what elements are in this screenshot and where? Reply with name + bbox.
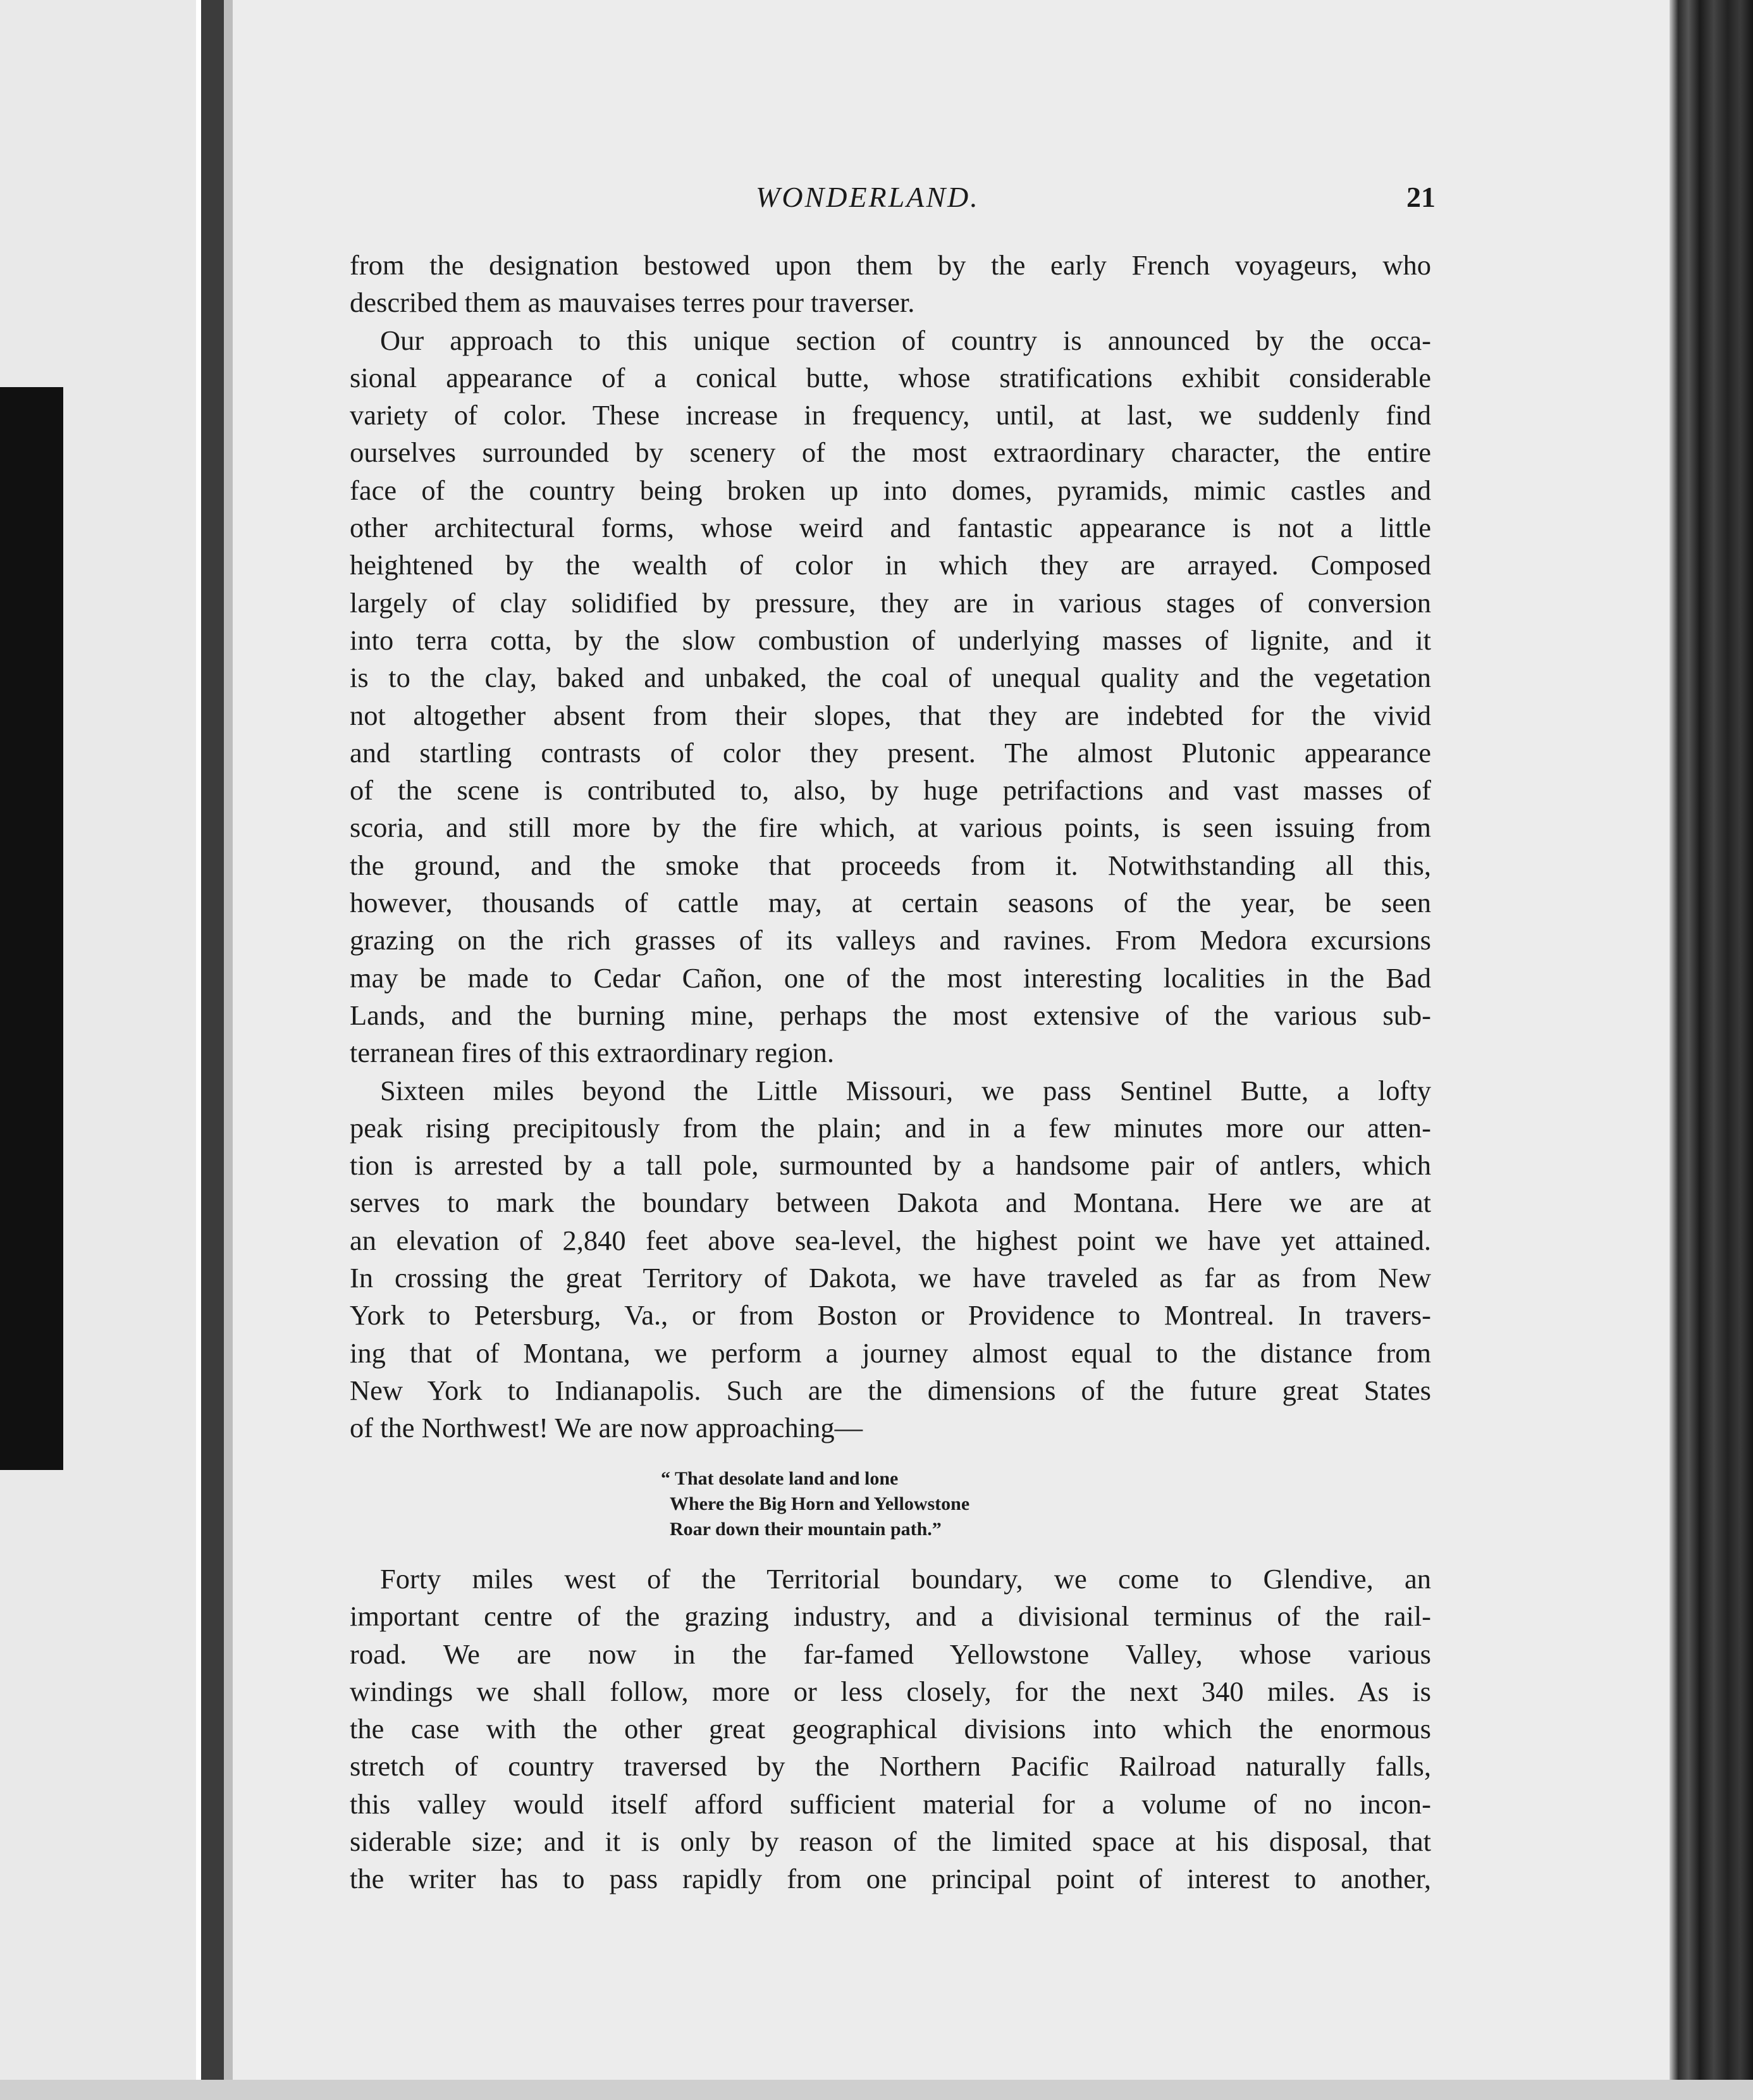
verse-line: “ That desolate land and lone (661, 1468, 899, 1489)
text-line: Forty miles west of the Territorial boundary, we come to Glendive, an (380, 1563, 1431, 1595)
text-line: ourselves surrounded by scenery of the most extraordinary character, the entire (350, 436, 1431, 469)
page-header (756, 180, 1436, 218)
text-line: serves to mark the boundary between Dakota and Montana. Here we are at (350, 1187, 1431, 1219)
text-line: of the scene is contributed to, also, by huge petrifactions and vast masses of (350, 774, 1431, 806)
verse-line: Roar down their mountain path.” (670, 1519, 942, 1540)
text-line: important centre of the grazing industry, and a divisional terminus of the rail- (350, 1600, 1431, 1633)
text-line: of the Northwest! We are now approaching— (350, 1412, 863, 1444)
text-line: and startling contrasts of color they present. The almost Plutonic appearance (350, 736, 1431, 769)
scan-bottom-edge (0, 2080, 1753, 2100)
text-line: from the designation bestowed upon them by the early French voyageurs, who (350, 249, 1431, 281)
body-text-bottom (350, 1560, 1431, 1898)
text-line: stretch of country traversed by the Northern Pacific Railroad naturally falls, (350, 1750, 1431, 1782)
text-line: Sixteen miles beyond the Little Missouri, we pass Sentinel Butte, a lofty (380, 1074, 1431, 1106)
text-line: sional appearance of a conical butte, whose stratifications exhibit considerable (350, 361, 1431, 393)
text-line: scoria, and still more by the fire which, at various points, is seen issuing from (350, 812, 1431, 844)
gutter-shadow (224, 0, 233, 2100)
text-line: not altogether absent from their slopes, that they are indebted for the vivid (350, 699, 1431, 731)
page-stack-edge (1670, 0, 1753, 2100)
verse-quote (661, 1466, 969, 1542)
text-line: ing that of Montana, we perform a journey almost equal to the distance from (350, 1337, 1431, 1369)
text-line: the ground, and the smoke that proceeds from it. Notwithstanding all this, (350, 849, 1431, 881)
text-line: an elevation of 2,840 feet above sea-level, the highest point we have yet attained. (350, 1224, 1431, 1256)
text-line: heightened by the wealth of color in which they are arrayed. Composed (350, 549, 1431, 581)
text-line: however, thousands of cattle may, at certain seasons of the year, be seen (350, 887, 1431, 919)
text-line: largely of clay solidified by pressure, they are in various stages of conversion (350, 586, 1431, 619)
text-line: terranean fires of this extraordinary region. (350, 1037, 835, 1069)
text-line: siderable size; and it is only by reason of the limited space at his disposal, that (350, 1825, 1431, 1858)
text-line: face of the country being broken up into domes, pyramids, mimic castles and (350, 474, 1431, 506)
text-line: into terra cotta, by the slow combustion of underlying masses of lignite, and it (350, 624, 1431, 656)
text-line: In crossing the great Territory of Dakota, we have traveled as far as from New (350, 1262, 1431, 1294)
text-line: Lands, and the burning mine, perhaps the most extensive of the various sub- (350, 999, 1431, 1031)
text-line: the writer has to pass rapidly from one principal point of interest to another, (350, 1863, 1431, 1895)
text-line: windings we shall follow, more or less closely, for the next 340 miles. As is (350, 1675, 1431, 1707)
body-text-top (350, 247, 1431, 1447)
text-line: may be made to Cedar Cañon, one of the most interesting localities in the Bad (350, 961, 1431, 994)
running-title: WONDERLAND. (756, 181, 980, 213)
text-line: York to Petersburg, Va., or from Boston or Providence to Montreal. In travers- (350, 1299, 1431, 1331)
facing-page-edge (0, 387, 63, 1470)
text-line: this valley would itself afford sufficient material for a volume of no incon- (350, 1788, 1431, 1820)
text-line: described them as mauvaises terres pour traverser. (350, 287, 915, 319)
text-line: tion is arrested by a tall pole, surmounted by a handsome pair of antlers, which (350, 1149, 1431, 1182)
text-line: grazing on the rich grasses of its valleys and ravines. From Medora excursions (350, 924, 1431, 956)
text-line: variety of color. These increase in frequency, until, at last, we suddenly find (350, 399, 1431, 431)
text-line: road. We are now in the far-famed Yellowstone Valley, whose various (350, 1638, 1431, 1670)
page-number: 21 (1406, 181, 1436, 213)
text-line: the case with the other great geographical divisions into which the enormous (350, 1713, 1431, 1745)
text-line: peak rising precipitously from the plain; and in a few minutes more our atten- (350, 1111, 1431, 1144)
text-line: other architectural forms, whose weird and fantastic appearance is not a little (350, 512, 1431, 544)
binding-gutter (201, 0, 224, 2100)
text-line: is to the clay, baked and unbaked, the coal of unequal quality and the vegetation (350, 662, 1431, 694)
text-line: New York to Indianapolis. Such are the dimensions of the future great States (350, 1374, 1431, 1406)
text-line: Our approach to this unique section of country is announced by the occa- (380, 324, 1431, 356)
verse-line: Where the Big Horn and Yellowstone (670, 1493, 970, 1514)
